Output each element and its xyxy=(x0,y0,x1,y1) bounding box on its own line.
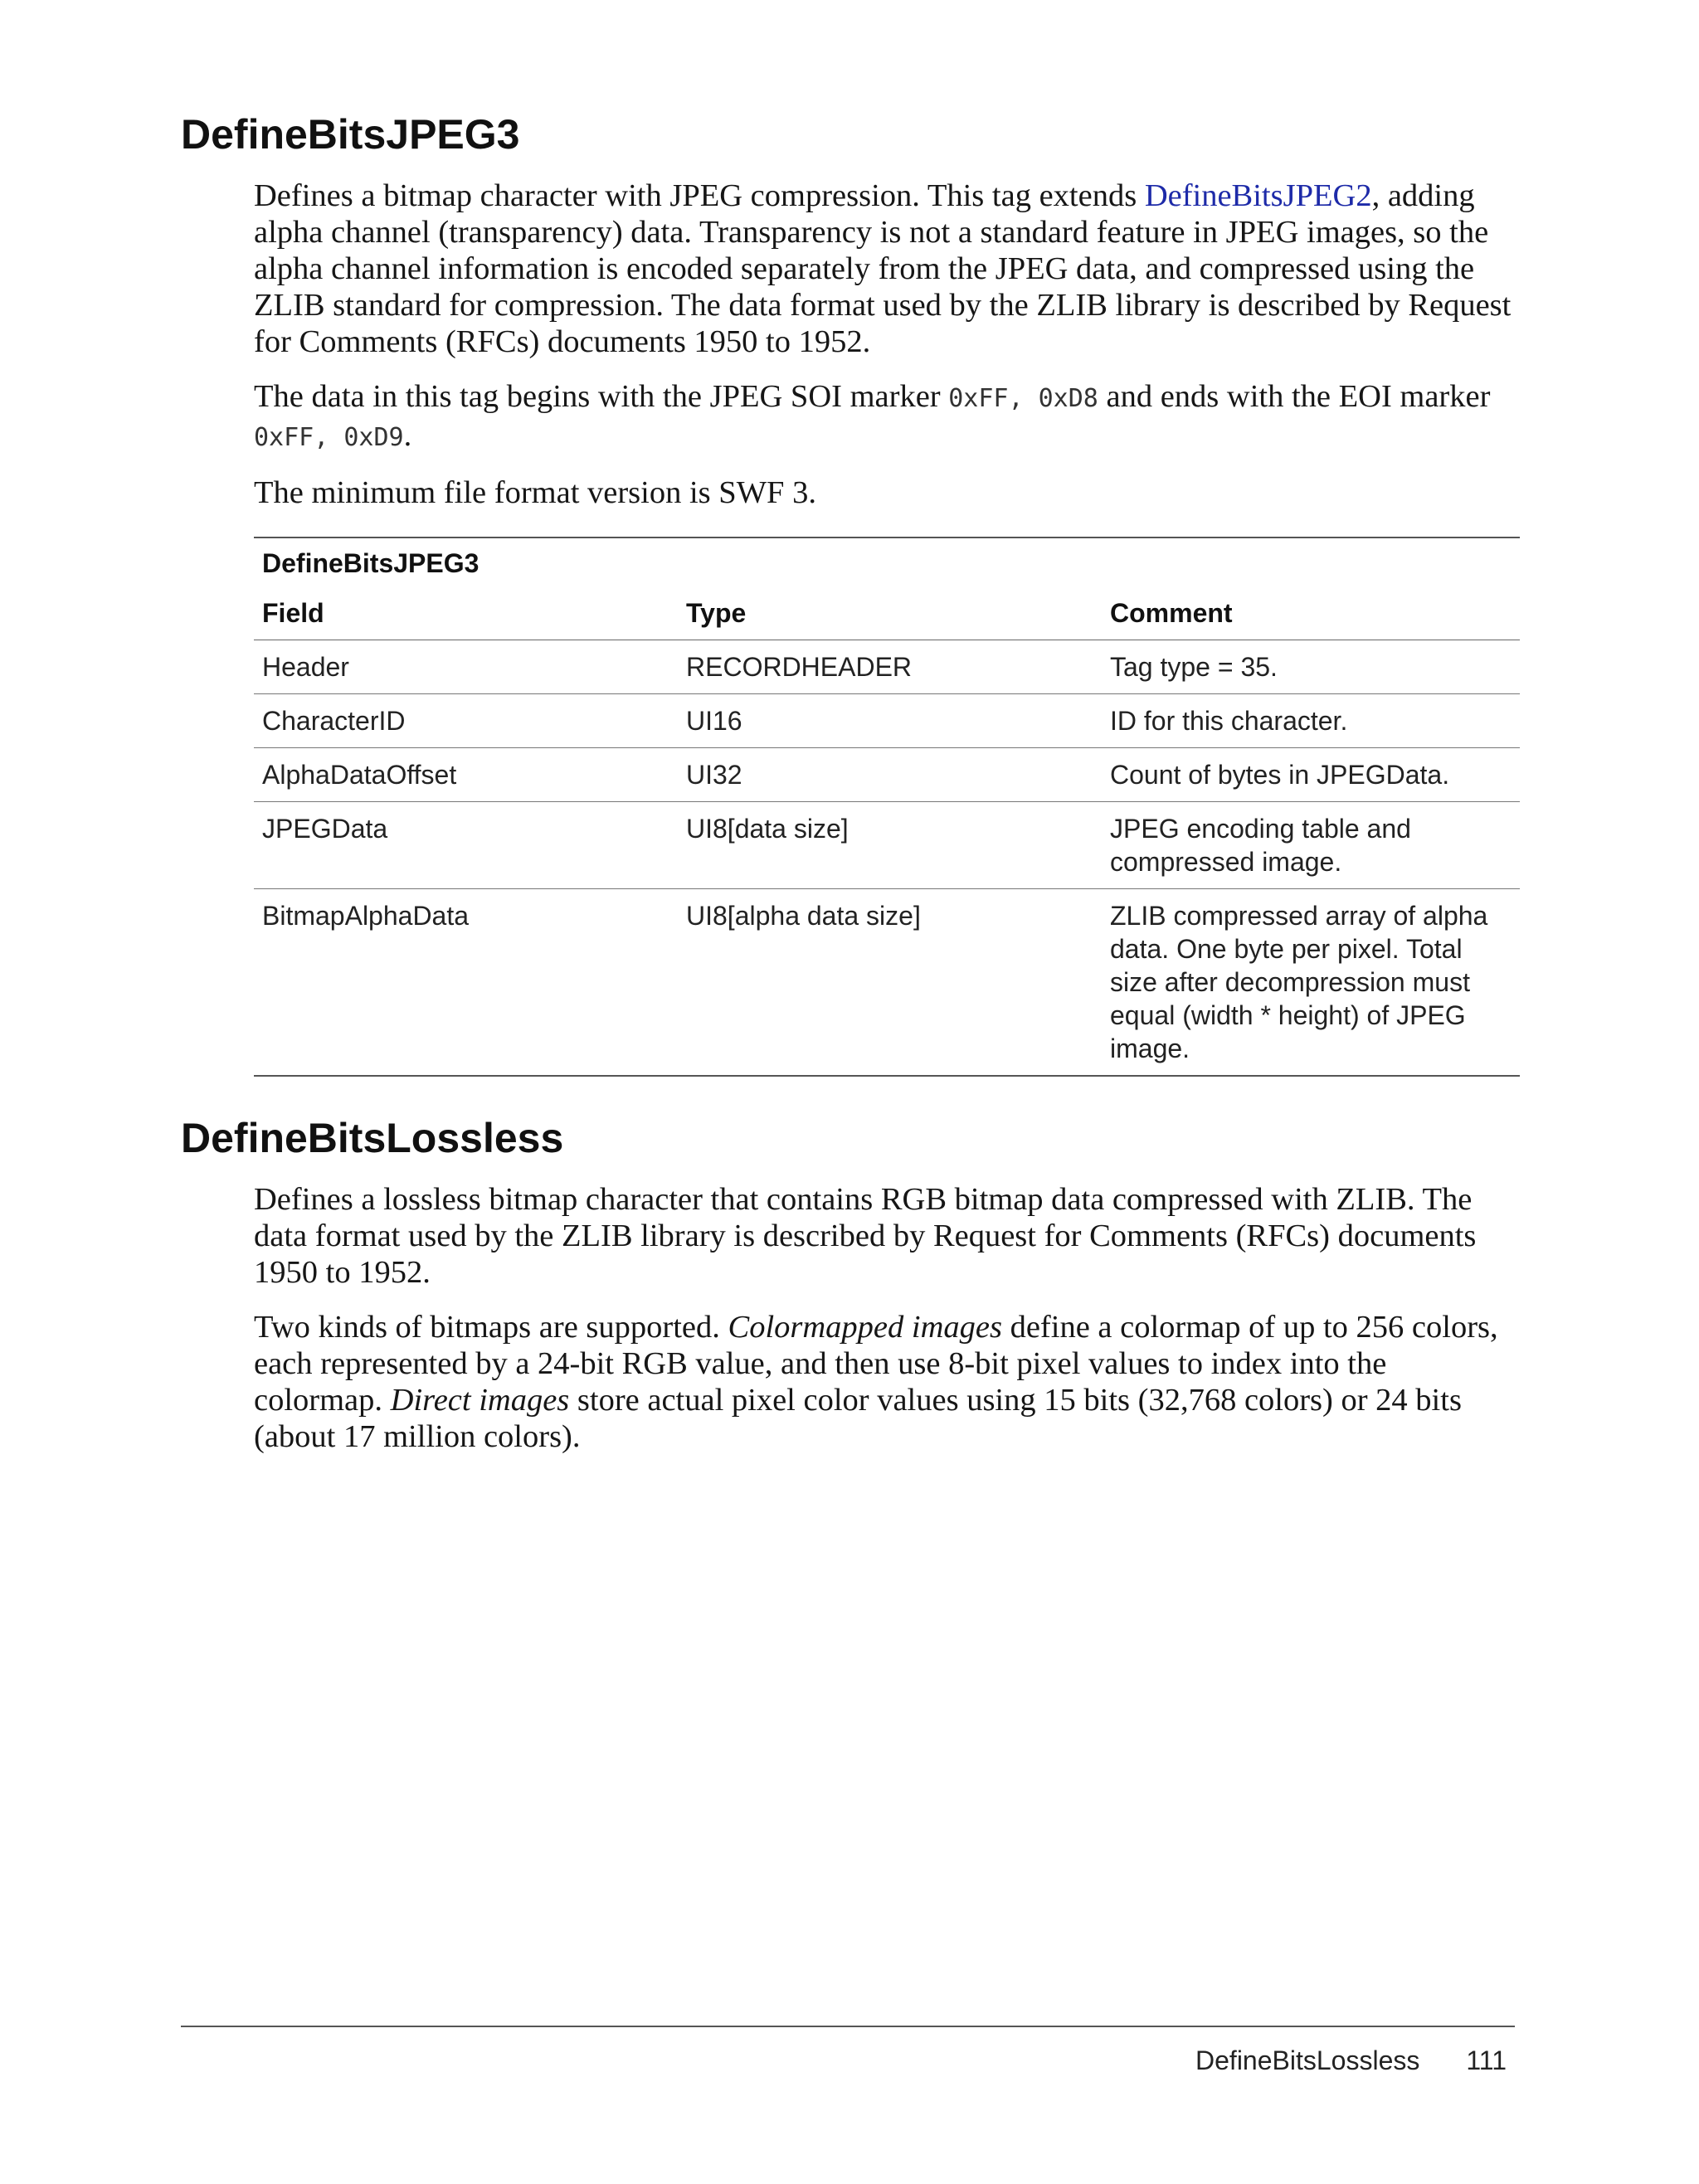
cell-field: BitmapAlphaData xyxy=(262,901,470,931)
text: , adding alpha channel (transparency) data. Transparency is not a standard feature in JPEG images, so the alpha channel information is encoded separately from the JPEG data, and compressed using the ZLIB standard for compression. The data format used by the ZLIB library is described by Request for Comments (RFCs) documents 1950 to 1952. xyxy=(254,178,1512,359)
footer-rule xyxy=(181,2026,1515,2027)
paragraph: Defines a lossless bitmap character that contains RGB bitmap data compressed with ZLIB. The data format used by the ZLIB library is described by Request for Comments (RFCs) documents 1950 to 1952. xyxy=(254,1182,1477,1290)
term-colormapped-images: Colormapped images xyxy=(728,1310,1002,1345)
page-number: 111 xyxy=(1466,2045,1507,2075)
cell-type: UI32 xyxy=(686,760,742,790)
table-row xyxy=(254,889,1520,1077)
text: store actual pixel color values using 15 bits (32,768 colors) or 24 bits (about 17 million colors). xyxy=(254,1383,1462,1454)
table-header-row xyxy=(254,590,1520,640)
cell-type: RECORDHEADER xyxy=(686,652,913,682)
section-body-definebitsjpeg3 xyxy=(254,178,1515,511)
link-definebitsjpeg2[interactable]: DefineBitsJPEG2 xyxy=(1144,178,1372,213)
term-direct-images: Direct images xyxy=(390,1383,570,1418)
cell-comment: JPEG encoding table and compressed image. xyxy=(1110,814,1411,877)
paragraph: The minimum file format version is SWF 3. xyxy=(254,475,816,510)
field-table xyxy=(254,590,1520,1077)
table-caption: DefineBitsJPEG3 xyxy=(262,548,480,578)
cell-type: UI16 xyxy=(686,706,742,736)
paragraph xyxy=(254,178,1515,360)
section-body-definebitslossless xyxy=(254,1181,1515,1455)
running-title: DefineBitsLossless xyxy=(1195,2045,1420,2075)
cell-field: JPEGData xyxy=(262,814,388,844)
cell-type: UI8[alpha data size] xyxy=(686,901,921,931)
column-header-type: Type xyxy=(686,598,747,628)
text: Two kinds of bitmaps are supported. xyxy=(254,1310,728,1345)
cell-comment: ZLIB compressed array of alpha data. One byte per pixel. Total size after decompression must equal (width * height) of JPEG image. xyxy=(1110,901,1488,1063)
text: define a colormap of up to 256 colors, each represented by a 24-bit RGB value, and then use 8-bit pixel values to index into the colormap. xyxy=(254,1310,1498,1418)
paragraph xyxy=(254,378,1515,456)
text: The data in this tag begins with the JPEG SOI marker xyxy=(254,379,949,414)
cell-type: UI8[data size] xyxy=(686,814,849,844)
table-row xyxy=(254,640,1520,694)
cell-comment: Count of bytes in JPEGData. xyxy=(1110,760,1450,790)
table-row xyxy=(254,748,1520,802)
cell-field: AlphaDataOffset xyxy=(262,760,457,790)
cell-comment: ID for this character. xyxy=(1110,706,1348,736)
section-heading-definebitsjpeg3: DefineBitsJPEG3 xyxy=(181,111,520,158)
text: Defines a bitmap character with JPEG compression. This tag extends xyxy=(254,178,1145,213)
cell-field: CharacterID xyxy=(262,706,406,736)
page-footer xyxy=(1195,2045,1507,2076)
section-heading-definebitslossless: DefineBitsLossless xyxy=(181,1115,564,1161)
column-header-comment: Comment xyxy=(1110,598,1233,628)
text: and ends with the EOI marker xyxy=(1098,379,1491,414)
text: . xyxy=(403,418,412,453)
table-row xyxy=(254,694,1520,748)
cell-comment: Tag type = 35. xyxy=(1110,652,1278,682)
table-row xyxy=(254,802,1520,889)
code-eoi-marker: 0xFF, 0xD9 xyxy=(254,423,404,452)
paragraph xyxy=(254,1309,1515,1455)
code-soi-marker: 0xFF, 0xD8 xyxy=(948,384,1098,413)
cell-field: Header xyxy=(262,652,349,682)
definebitsjpeg3-table xyxy=(254,537,1520,1077)
column-header-field: Field xyxy=(262,598,324,628)
